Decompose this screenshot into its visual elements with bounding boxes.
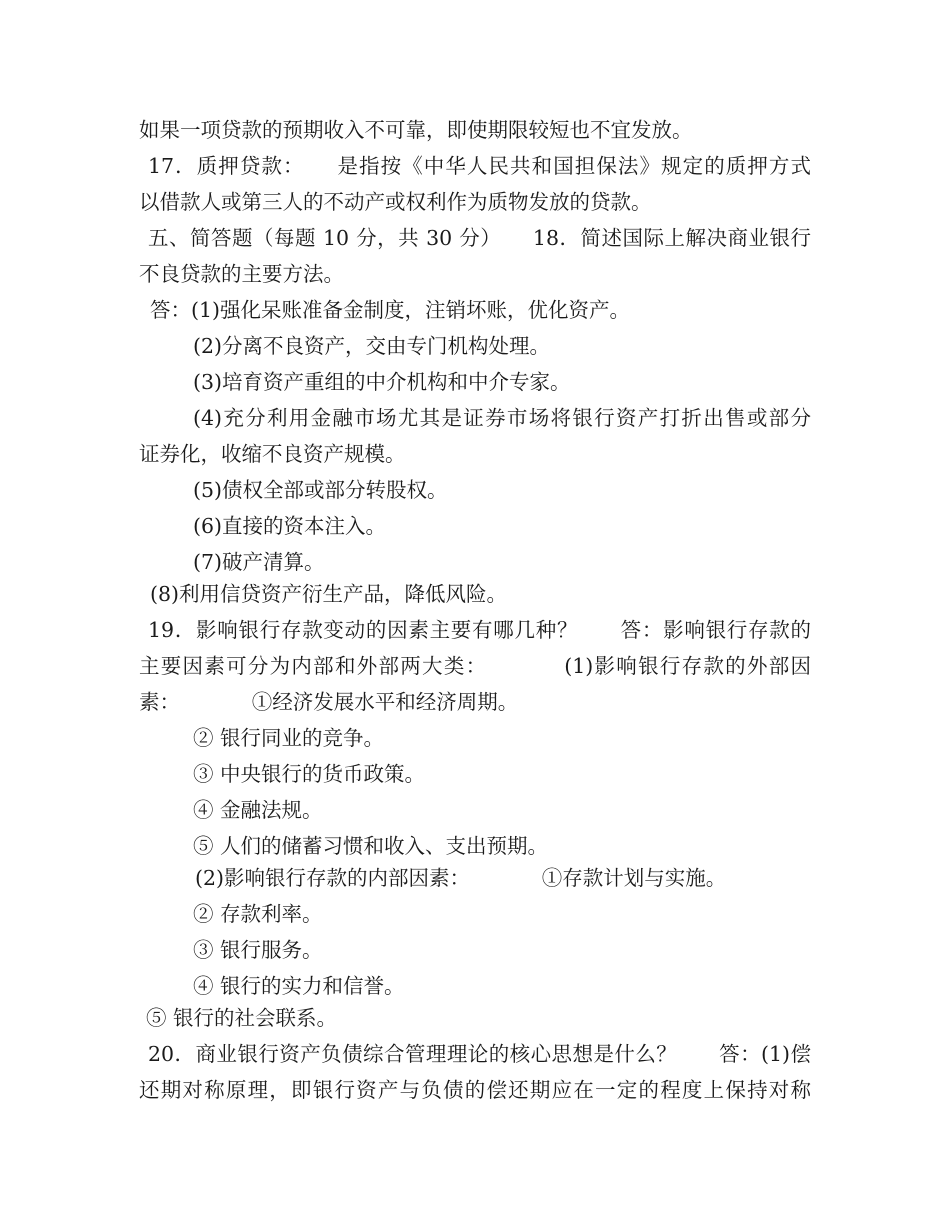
text-line: ④ 银行的实力和信誉。 — [193, 974, 405, 998]
text-line: 主要因素可分为内部和外部两大类： (1)影响银行存款的外部因 — [139, 654, 811, 678]
text-line: ④ 金融法规。 — [193, 798, 323, 822]
text-line: 20．商业银行资产负债综合管理理论的核心思想是什么？ 答：(1)偿 — [148, 1042, 811, 1066]
text-line: 17．质押贷款： 是指按《中华人民共和国担保法》规定的质押方式 — [148, 154, 811, 178]
text-line: 还期对称原理，即银行资产与负债的偿还期应在一定的程度上保持对称 — [139, 1078, 811, 1102]
text-line: (2)分离不良资产，交由专门机构处理。 — [193, 334, 551, 358]
text-line: (5)债权全部或部分转股权。 — [193, 478, 448, 502]
text-line: 证券化，收缩不良资产规模。 — [139, 442, 406, 466]
text-line: ② 存款利率。 — [193, 902, 323, 926]
text-line: (4)充分利用金融市场尤其是证券市场将银行资产打折出售或部分 — [193, 406, 811, 430]
text-line: 19．影响银行存款变动的因素主要有哪几种？ 答：影响银行存款的 — [148, 618, 811, 642]
text-line: 素： ①经济发展水平和经济周期。 — [139, 690, 519, 714]
text-line: (6)直接的资本注入。 — [193, 514, 387, 538]
text-line: 不良贷款的主要方法。 — [139, 262, 344, 286]
text-line: ⑤ 银行的社会联系。 — [146, 1006, 338, 1030]
text-line: ⑤ 人们的储蓄习惯和收入、支出预期。 — [193, 834, 549, 858]
text-line: ③ 银行服务。 — [193, 938, 323, 962]
text-line: ③ 中央银行的货币政策。 — [193, 762, 426, 786]
text-line: (8)利用信贷资产衍生产品，降低风险。 — [150, 582, 508, 606]
text-line: ② 银行同业的竞争。 — [193, 726, 385, 750]
text-line: 如果一项贷款的预期收入不可靠，即使期限较短也不宜发放。 — [139, 118, 693, 142]
text-line: 五、简答题（每题 10 分，共 30 分） 18．简述国际上解决商业银行 — [148, 226, 811, 250]
text-line: 答：(1)强化呆账准备金制度，注销坏账，优化资产。 — [150, 298, 631, 322]
text-line: (3)培育资产重组的中介机构和中介专家。 — [193, 370, 571, 394]
text-line: (7)破产清算。 — [193, 550, 325, 574]
text-line: (2)影响银行存款的内部因素： ①存款计划与实施。 — [195, 866, 727, 890]
text-line: 以借款人或第三人的不动产或权利作为质物发放的贷款。 — [139, 190, 652, 214]
